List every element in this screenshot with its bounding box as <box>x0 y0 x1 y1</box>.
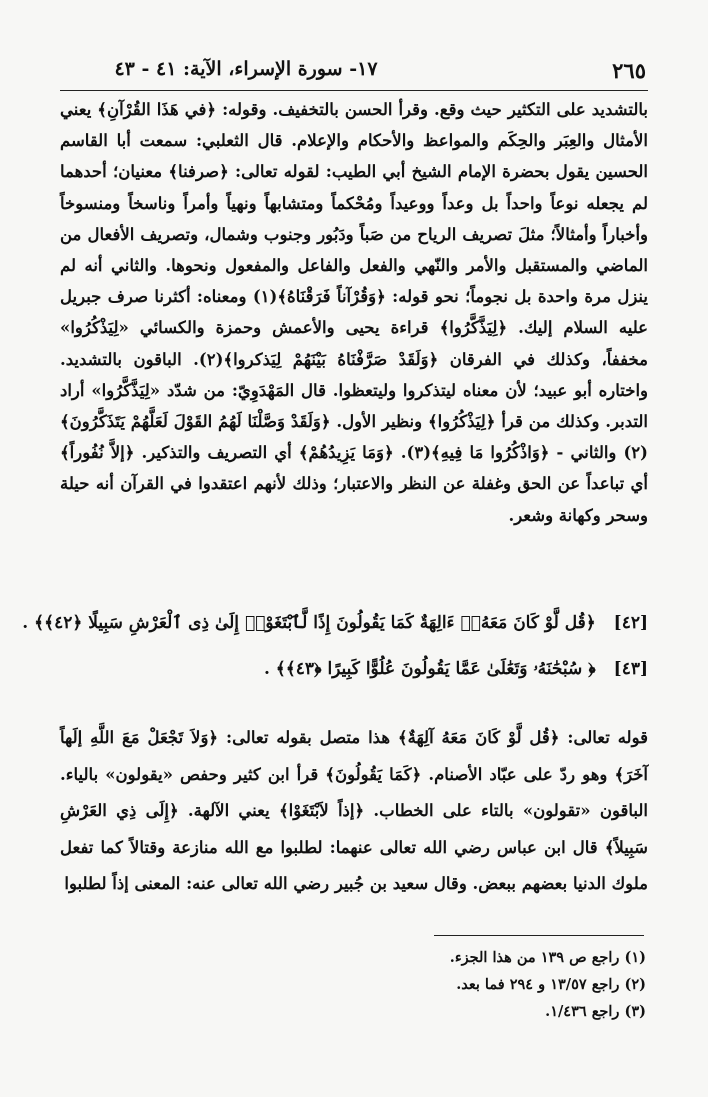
footnote: (٢) راجع ١٣/٥٧ و ٢٩٤ فما بعد. <box>456 976 646 993</box>
footnotes <box>60 944 646 1025</box>
verse-text: ﴿قُل لَّوْ كَانَ مَعَهُۥٓ ءَالِهَةٌ كَمَا يَقُولُونَ إِذًا لَّٱبْتَغَوْا۟ إِلَىٰ ذِى ٱلْعَرْشِ سَبِيلًا ﴿٤٢﴾﴾ . <box>22 613 596 633</box>
commentary-text <box>60 720 648 903</box>
verse-number: [٤٢] <box>613 613 648 633</box>
verse-line <box>60 646 648 692</box>
footnote-divider <box>434 935 644 936</box>
verse-number: [٤٣] <box>613 659 648 679</box>
body-text <box>60 94 648 531</box>
footnote: (٣) راجع ١/٤٣٦. <box>545 1003 646 1020</box>
page-header <box>66 58 646 86</box>
verse-line <box>22 600 648 646</box>
page-number: ٢٦٥ <box>612 58 646 83</box>
running-title: ١٧- سورة الإسراء، الآية: ٤١ - ٤٣ <box>114 58 378 80</box>
commentary-paragraph: قوله تعالى: ﴿قُل لَّوْ كَانَ مَعَهُ آلِهَةٌ﴾ هذا متصل بقوله تعالى: ﴿وَلاَ تَجْعَلْ مَعَ اللَّهِ إلَهاً آخَرَ﴾ وهو ردّ على عبّاد الأصنام. ﴿كَمَا يَقُولُونَ﴾ قرأ ابن كثير وحفص «يقولون» بالياء. الباقون «تقولون» بالتاء على الخطاب. ﴿إذاً لاَبْتَغَوْا﴾ يعني الآلهة. ﴿إِلَى ذِي العَرْشِ سَبِيلاً﴾ قال ابن عباس رضي الله تعالى عنهما: لطلبوا مع الله منازعة وقتالاً كما تفعل ملوك الدنيا بعضهم ببعض. وقال سعيد بن جُبير رضي الله تعالى عنه: المعنى إذاً لطلبوا <box>60 728 648 893</box>
header-divider <box>60 90 648 91</box>
verse-text: ﴿ سُبْحَٰنَهُۥ وَتَعَٰلَىٰ عَمَّا يَقُولُونَ عُلُوًّا كَبِيرًا ﴿٤٣﴾﴾ . <box>263 659 596 679</box>
body-paragraph: بالتشديد على التكثير حيث وقع. وقرأ الحسن بالتخفيف. وقوله: ﴿في هَذَا القُرْآنِ﴾ يعني الأمثال والعِبَر والحِكَم والمواعظ والأحكام والإعلام. قال الثعلبي: سمعت أبا القاسم الحسين يقول بحضرة الإمام الشيخ أبي الطيب: لقوله تعالى: ﴿صرفنا﴾ معنيان؛ أحدهما لم يجعله نوعاً واحداً بل وعداً ووعيداً ومُحْكماً ومتشابهاً ونهياً وأمراً وناسخاً ومنسوخاً وأخباراً وأمثالاً؛ مثلَ تصريف الرياح من صَباً ودَبُور وجنوب وشمال، وتصريف الأفعال من الماضي والمستقبل والأمر والنّهي والفعل والفاعل والمفعول ونحوها. والثاني أنه لم ينزل مرة واحدة بل نجوماً؛ نحو قوله: ﴿وَقُرْآناً فَرَقْنَاهُ﴾(١) ومعناه: أكثرنا صرف جبريل عليه السلام إليك. ﴿لِيَذَّكَّرُوا﴾ قراءة يحيى والأعمش وحمزة والكسائي «لِيَذْكُرُوا» مخففاً، وكذلك في الفرقان ﴿وَلَقَدْ صَرَّفْنَاهُ بَيْنَهُمْ لِيَذكروا﴾(٢). الباقون بالتشديد. واختاره أبو عبيد؛ لأن معناه ليتذكروا وليتعظوا. قال المَهْدَوِيّ: من شدّد «لِيَذَّكَّرُوا» أراد التدبر. وكذلك من قرأ ﴿لِيَذْكُرُوا﴾ ونظير الأول. ﴿وَلَقَدْ وَصَّلْنَا لَهُمُ القَوْلَ لَعَلَّهُمْ يَتَذَكَّرُونَ﴾(٢) والثاني - ﴿وَاذْكُرُوا مَا فِيهِ﴾(٣). ﴿وَمَا يَزِيدُهُمْ﴾ أي التصريف والتذكير. ﴿إلاَّ نُفُوراً﴾ أي تباعداً عن الحق وغفلة عن النظر والاعتبار؛ وذلك لأنهم اعتقدوا في القرآن أنه حيلة وسحر وكهانة وشعر. <box>60 100 648 525</box>
verses-block <box>22 600 648 692</box>
footnote: (١) راجع ص ١٣٩ من هذا الجزء. <box>449 949 646 966</box>
